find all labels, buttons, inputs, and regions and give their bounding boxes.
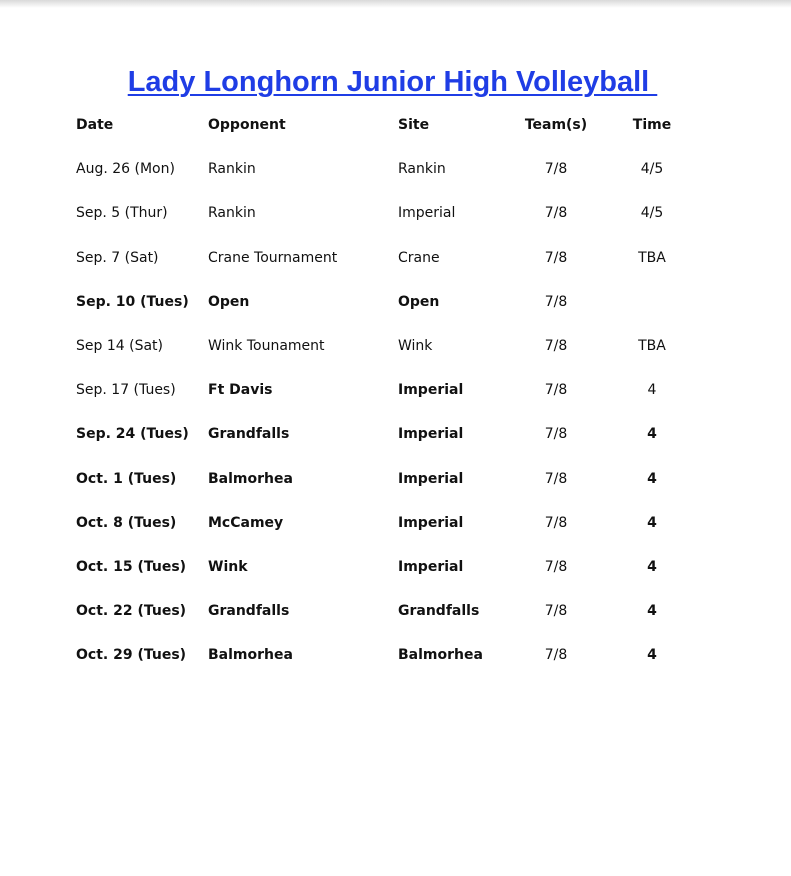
header-teams: Team(s) bbox=[524, 117, 588, 133]
row-opponent: Open bbox=[208, 293, 250, 310]
table-row bbox=[76, 156, 716, 200]
row-teams: 7/8 bbox=[544, 470, 568, 487]
row-site: Wink bbox=[398, 337, 433, 354]
row-time: 4 bbox=[647, 426, 657, 443]
row-opponent: Grandfalls bbox=[208, 426, 290, 443]
row-teams: 7/8 bbox=[544, 647, 568, 664]
row-date: Sep. 17 (Tues) bbox=[76, 382, 176, 399]
row-date: Oct. 15 (Tues) bbox=[76, 558, 187, 575]
row-opponent: Wink Tounament bbox=[208, 337, 325, 354]
header-opponent: Opponent bbox=[208, 117, 286, 133]
row-site: Imperial bbox=[398, 470, 464, 487]
table-row bbox=[76, 377, 716, 421]
row-date: Oct. 22 (Tues) bbox=[76, 603, 187, 620]
row-opponent: Crane Tournament bbox=[208, 249, 338, 266]
row-site: Balmorhea bbox=[398, 647, 483, 664]
row-site: Imperial bbox=[398, 205, 456, 222]
row-time: 4 bbox=[647, 382, 657, 399]
row-time: 4/5 bbox=[640, 161, 664, 178]
row-teams: 7/8 bbox=[544, 558, 568, 575]
row-opponent: Rankin bbox=[208, 161, 256, 178]
row-time: 4 bbox=[647, 470, 657, 487]
row-opponent: Grandfalls bbox=[208, 603, 290, 620]
row-teams: 7/8 bbox=[544, 249, 568, 266]
row-date: Sep. 24 (Tues) bbox=[76, 426, 189, 443]
schedule-table bbox=[76, 112, 716, 686]
row-date: Oct. 1 (Tues) bbox=[76, 470, 177, 487]
table-header-row bbox=[76, 112, 716, 156]
row-opponent: Ft Davis bbox=[208, 382, 273, 399]
row-time: 4/5 bbox=[640, 205, 664, 222]
row-date: Sep 14 (Sat) bbox=[76, 337, 163, 354]
row-time: 4 bbox=[647, 603, 657, 620]
row-date: Oct. 8 (Tues) bbox=[76, 514, 177, 531]
row-site: Crane bbox=[398, 249, 440, 266]
row-time: 4 bbox=[647, 558, 657, 575]
row-time: 4 bbox=[647, 514, 657, 531]
row-site: Rankin bbox=[398, 161, 446, 178]
table-row bbox=[76, 466, 716, 510]
row-teams: 7/8 bbox=[544, 205, 568, 222]
table-row bbox=[76, 598, 716, 642]
row-site: Open bbox=[398, 293, 440, 310]
table-row bbox=[76, 554, 716, 598]
row-teams: 7/8 bbox=[544, 161, 568, 178]
header-site: Site bbox=[398, 117, 430, 133]
row-opponent: Balmorhea bbox=[208, 647, 293, 664]
table-row bbox=[76, 289, 716, 333]
table-row bbox=[76, 421, 716, 465]
document-title: Lady Longhorn Junior High Volleyball bbox=[127, 66, 658, 98]
header-time: Time bbox=[632, 117, 672, 133]
row-teams: 7/8 bbox=[544, 514, 568, 531]
row-site: Imperial bbox=[398, 426, 464, 443]
row-date: Oct. 29 (Tues) bbox=[76, 647, 187, 664]
row-opponent: Wink bbox=[208, 558, 248, 575]
row-site: Imperial bbox=[398, 558, 464, 575]
row-date: Sep. 5 (Thur) bbox=[76, 205, 168, 222]
row-teams: 7/8 bbox=[544, 337, 568, 354]
header-date: Date bbox=[76, 117, 114, 133]
table-row bbox=[76, 200, 716, 244]
row-teams: 7/8 bbox=[544, 426, 568, 443]
row-opponent: Rankin bbox=[208, 205, 256, 222]
table-row bbox=[76, 642, 716, 686]
row-date: Aug. 26 (Mon) bbox=[76, 161, 175, 178]
row-opponent: Balmorhea bbox=[208, 470, 293, 487]
row-date: Sep. 10 (Tues) bbox=[76, 293, 189, 310]
row-time: TBA bbox=[638, 337, 666, 354]
row-site: Imperial bbox=[398, 514, 464, 531]
row-site: Grandfalls bbox=[398, 603, 480, 620]
row-opponent: McCamey bbox=[208, 514, 284, 531]
row-time: TBA bbox=[638, 249, 666, 266]
row-teams: 7/8 bbox=[544, 603, 568, 620]
row-site: Imperial bbox=[398, 382, 464, 399]
row-teams: 7/8 bbox=[544, 382, 568, 399]
table-row bbox=[76, 245, 716, 289]
table-row bbox=[76, 510, 716, 554]
row-teams: 7/8 bbox=[544, 293, 568, 310]
row-date: Sep. 7 (Sat) bbox=[76, 249, 159, 266]
table-row bbox=[76, 333, 716, 377]
row-time: 4 bbox=[647, 647, 657, 664]
